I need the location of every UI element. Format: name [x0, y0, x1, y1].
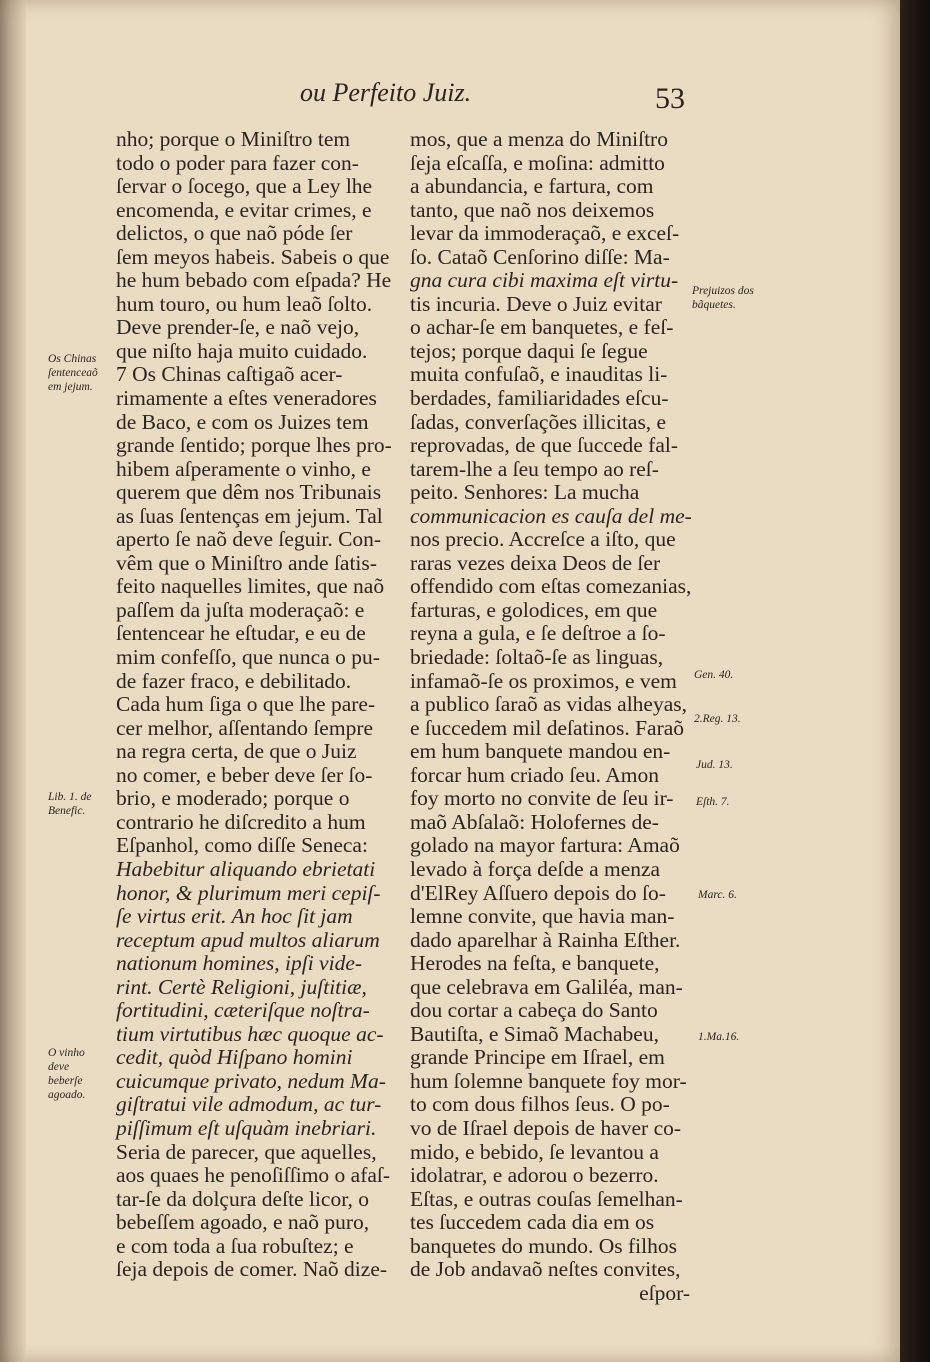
margin-note-genesis: Gen. 40.: [694, 669, 734, 681]
right-column-line: foy morto no convite de ſeu ir-: [410, 786, 674, 811]
right-column-line: vo de Iſrael depois de haver co-: [410, 1115, 682, 1140]
page-header: [0, 78, 900, 118]
right-column-line: tejos; porque daqui ſe ſegue: [410, 338, 648, 363]
left-column-line: aperto ſe naõ deve ſeguir. Con-: [116, 527, 382, 552]
right-column-line: dou cortar a cabeça do Santo: [410, 998, 658, 1023]
right-column-line: a publico ſaraõ as vidas alheyas,: [410, 692, 688, 717]
right-column-line: Herodes na feſta, e banquete,: [410, 951, 660, 976]
margin-note-esther: Eſth. 7.: [696, 796, 730, 808]
margin-note-seneca: Lib. 1. de Benefic.: [48, 791, 92, 817]
catchword: eſpor-: [639, 1280, 690, 1305]
left-column-line: grande ſentido; porque lhes pro-: [116, 433, 392, 458]
right-column-line: muita confuſaõ, e inauditas li-: [410, 362, 668, 387]
left-column-line: mim confeſſo, que nunca o pu-: [116, 645, 380, 670]
right-column-line: tarem-lhe a ſeu tempo ao reſ-: [410, 456, 659, 481]
right-column-line: ſeja eſcaſſa, e moſina: admitto: [410, 150, 665, 175]
left-column-line: fortitudini, cæteriſque noſtra-: [116, 998, 370, 1023]
left-column-line: 7 Os Chinas caſtigaõ acer-: [116, 362, 343, 387]
right-column-line: reyna a gula, e ſe deſtroe a ſo-: [410, 621, 666, 646]
running-title: ou Perfeito Juiz.: [300, 78, 472, 107]
left-column-line: bebeſſem agoado, e naõ puro,: [116, 1210, 370, 1235]
left-column-line: feito naquelles limites, que naõ: [116, 574, 385, 599]
right-column-line: em hum banquete mandou en-: [410, 739, 671, 764]
right-column-line: maõ Abſalaõ: Holofernes de-: [410, 809, 659, 834]
book-edge: [900, 0, 930, 1362]
left-column-line: ſentencear he eſtudar, e eu de: [116, 621, 366, 646]
left-column-line: no comer, e beber deve ſer ſo-: [116, 762, 373, 787]
left-column-line: receptum apud multos aliarum: [116, 927, 380, 952]
margin-note-marcos: Marc. 6.: [698, 889, 737, 901]
right-column-line: mos, que a menza do Miniſtro: [410, 127, 668, 151]
right-column-line: golado na mayor fartura: Amaõ: [410, 833, 680, 858]
right-column-line: farturas, e golodices, em que: [410, 597, 658, 622]
right-column-line: peito. Senhores: La mucha: [410, 480, 640, 505]
right-column-line: grande Principe em Iſrael, em: [410, 1045, 665, 1070]
right-column-line: que celebrava em Galiléa, man-: [410, 974, 683, 999]
right-column-line: levado à força deſde a menza: [410, 856, 661, 881]
right-column-line: hum ſolemne banquete foy mor-: [410, 1068, 687, 1093]
left-column-line: Deve prender-ſe, e naõ vejo,: [116, 315, 360, 340]
right-text-column: [410, 128, 694, 1305]
right-column-line: raras vezes deixa Deos de ſer: [410, 550, 661, 575]
right-column-line: a abundancia, e fartura, com: [410, 174, 654, 199]
margin-note-prejuizos: Prejuizos dos bãquetes.: [692, 285, 754, 311]
right-column-line: de Job andavaõ neſtes convites,: [410, 1257, 681, 1282]
right-column-line: d'ElRey Aſſuero depois do ſo-: [410, 880, 666, 905]
right-column-line: tis incuria. Deve o Juiz evitar: [410, 291, 662, 316]
left-column-line: hibem aſperamente o vinho, e: [116, 456, 371, 481]
right-column-line: gna cura cibi maxima eſt virtu-: [410, 268, 679, 293]
right-column-line: tes ſuccedem cada dia em os: [410, 1210, 655, 1235]
right-column-line: Bautiſta, e Simaõ Machabeu,: [410, 1021, 659, 1046]
left-column-line: Cada hum ſiga o que lhe pare-: [116, 692, 376, 717]
left-column-line: paſſem da juſta moderaçaõ: e: [116, 597, 365, 622]
left-column-line: Seria de parecer, que aquelles,: [116, 1139, 377, 1164]
margin-note-chinas: Os Chinas ſentenceaõ em jejum.: [48, 353, 98, 393]
left-column-line: he hum bebado com eſpada? He: [116, 268, 392, 293]
right-column-line: idolatrar, e adorou o bezerro.: [410, 1163, 659, 1188]
right-column-line: dado aparelhar à Rainha Eſther.: [410, 927, 681, 952]
margin-note-machabeus: 1.Ma.16.: [698, 1031, 740, 1043]
left-column-line: ſem meyos habeis. Sabeis o que: [116, 244, 390, 269]
left-column-line: tium virtutibus hæc quoque ac-: [116, 1021, 384, 1046]
right-column-line: lemne convite, que havia man-: [410, 904, 675, 929]
margin-note-reg: 2.Reg. 13.: [694, 713, 741, 725]
right-column-line: banquetes do mundo. Os filhos: [410, 1233, 677, 1258]
left-column-line: contrario he diſcredito a hum: [116, 809, 366, 834]
page-number: 53: [655, 82, 685, 115]
left-column-line: vêm que o Miniſtro ande ſatis-: [116, 550, 377, 575]
left-column-line: todo o poder para fazer con-: [116, 150, 359, 175]
left-column-line: rimamente a eſtes veneradores: [116, 386, 377, 411]
right-column-line: to com dous filhos ſeus. O po-: [410, 1092, 670, 1117]
right-column-line: infamaõ-ſe os proximos, e vem: [410, 668, 677, 693]
right-column-line: reprovadas, de que ſuccede fal-: [410, 433, 679, 458]
right-column-line: mido, e bebido, ſe levantou a: [410, 1139, 659, 1164]
left-column-line: brio, e moderado; porque o: [116, 786, 350, 811]
right-column-line: berdades, familiaridades eſcu-: [410, 386, 669, 411]
margin-note-judith: Jud. 13.: [696, 759, 733, 771]
left-column-line: ſeja depois de comer. Naõ dize-: [116, 1257, 388, 1282]
left-column-line: ſe virtus erit. An hoc ſit jam: [116, 904, 353, 929]
left-column-line: cuicumque privato, nedum Ma-: [116, 1068, 386, 1093]
left-column-line: aos quaes he penoſiſſimo o afaſ-: [116, 1163, 391, 1188]
left-column-line: querem que dêm nos Tribunais: [116, 480, 382, 505]
right-column-line: forcar hum criado ſeu. Amon: [410, 762, 659, 787]
left-column-line: rint. Certè Religioni, juſtitiæ,: [116, 974, 367, 999]
right-column-line: e ſuccedem mil deſatinos. Faraõ: [410, 715, 685, 740]
left-column-line: de Baco, e com os Juizes tem: [116, 409, 369, 434]
left-column-line: piſſimum eſt uſquàm inebriari.: [116, 1115, 377, 1140]
right-column-line: Eſtas, e outras couſas ſemelhan-: [410, 1186, 683, 1211]
left-column-line: nho; porque o Miniſtro tem: [116, 127, 351, 151]
left-column-line: nationum homines, ipſi vide-: [116, 951, 363, 976]
left-column-line: encomenda, e evitar crimes, e: [116, 197, 372, 222]
left-column-line: as ſuas ſentenças em jejum. Tal: [116, 503, 383, 528]
left-column-line: que niſto haja muito cuidado.: [116, 338, 368, 363]
right-column-line: briedade: ſoltaõ-ſe as linguas,: [410, 645, 664, 670]
left-column-line: honor, & plurimum meri cepiſ-: [116, 880, 381, 905]
left-column-line: ſervar o ſocego, que a Ley lhe: [116, 174, 373, 199]
right-column-line: nos precio. Accreſce a iſto, que: [410, 527, 676, 552]
left-column-line: cer melhor, aſſentando ſempre: [116, 715, 374, 740]
left-column-line: tar-ſe da dolçura deſte licor, o: [116, 1186, 370, 1211]
margin-note-vinho: O vinho deve beberſe agoado.: [48, 1047, 86, 1101]
left-column-line: Eſpanhol, como diſſe Seneca:: [116, 833, 368, 858]
page-gutter-shadow: [0, 0, 26, 1362]
left-column-line: hum touro, ou hum leaõ ſolto.: [116, 291, 373, 316]
right-column-line: o achar-ſe em banquetes, e feſ-: [410, 315, 674, 340]
right-column-line: ſo. Cataõ Cenſorino diſſe: Ma-: [410, 244, 670, 269]
left-column-line: Habebitur aliquando ebrietati: [116, 856, 376, 881]
right-column-line: communicacion es cauſa del me-: [410, 503, 692, 528]
right-column-line: ſadas, converſações illicitas, e: [410, 409, 667, 434]
right-column-line: levar da immoderaçaõ, e exceſ-: [410, 221, 680, 246]
left-column-line: de fazer fraco, e debilitado.: [116, 668, 352, 693]
right-column-line: tanto, que naõ nos deixemos: [410, 197, 655, 222]
left-column-line: e com toda a ſua robuſtez; e: [116, 1233, 354, 1258]
left-column-line: delictos, o que naõ póde ſer: [116, 221, 353, 246]
left-column-line: cedit, quòd Hiſpano homini: [116, 1045, 353, 1070]
right-column-line: offendido com eſtas comezanias,: [410, 574, 692, 599]
left-text-column: [116, 128, 400, 1282]
left-column-line: giſtratui vile admodum, ac tur-: [116, 1092, 382, 1117]
left-column-line: na regra certa, de que o Juiz: [116, 739, 357, 764]
